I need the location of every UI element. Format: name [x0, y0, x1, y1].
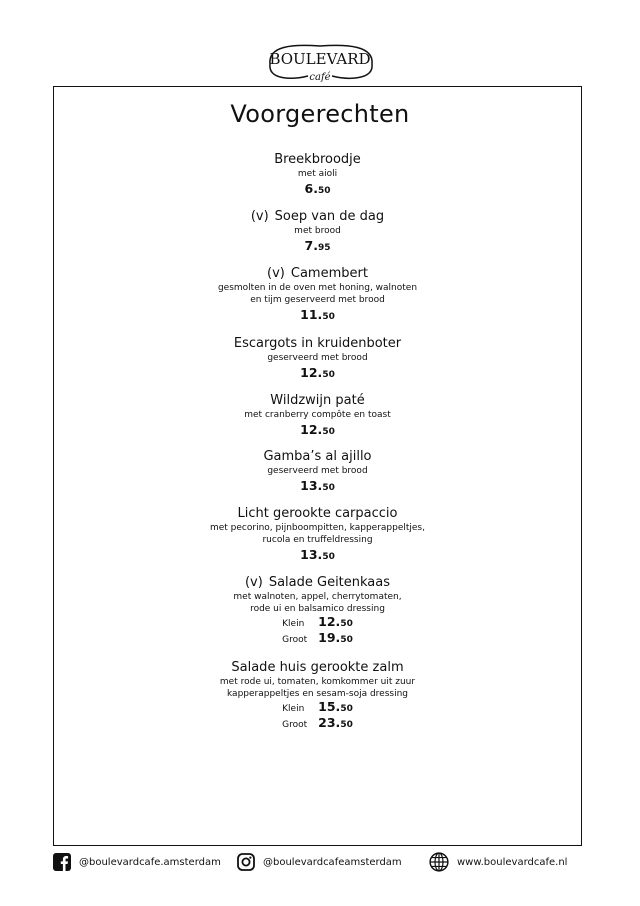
menu-item	[53, 335, 582, 383]
dish-description: gesmolten in de oven met honing, walnoten	[217, 283, 418, 293]
dish-description: geserveerd met brood	[267, 353, 368, 363]
menu-item	[53, 208, 582, 256]
menu-item	[53, 392, 582, 440]
menu-item	[53, 151, 582, 199]
dish-description: met brood	[294, 226, 341, 236]
dish-description: met walnoten, appel, cherrytomaten,	[233, 592, 402, 602]
dish-name: Escargots in kruidenboter	[233, 336, 402, 351]
dish-description: geserveerd met brood	[267, 466, 368, 476]
dish-description: rucola en truffeldressing	[262, 535, 373, 545]
size-price-large: Groot 23.50	[282, 715, 353, 730]
dish-name: Licht gerookte carpaccio	[237, 506, 398, 521]
dish-price: 6.50	[304, 181, 331, 196]
instagram-handle: @boulevardcafeamsterdam	[263, 856, 402, 868]
footer-website[interactable]	[429, 850, 567, 874]
instagram-icon	[237, 853, 255, 871]
dish-price: 13.50	[300, 547, 335, 562]
dish-description: met rode ui, tomaten, komkommer uit zuur	[219, 677, 416, 687]
svg-text:BOULEVARD: BOULEVARD	[269, 50, 371, 68]
size-price-small: Klein 15.50	[282, 699, 353, 714]
page-title: Voorgerechten	[230, 100, 410, 128]
dish-description: rode ui en balsamico dressing	[250, 604, 385, 614]
dish-price: 12.50	[300, 365, 335, 380]
vegetarian-mark: (v)	[267, 266, 285, 281]
dish-name: Breekbroodje	[274, 152, 361, 167]
menu-item	[53, 574, 582, 647]
footer-facebook[interactable]	[53, 850, 221, 874]
dish-description: met aioli	[297, 169, 338, 179]
dish-price: 13.50	[300, 478, 335, 493]
dish-price: 7.95	[304, 238, 331, 253]
website-link: www.boulevardcafe.nl	[457, 856, 568, 868]
svg-text:café: café	[309, 72, 331, 83]
dish-description: met pecorino, pijnboompitten, kapperappeltjes,	[209, 523, 425, 533]
facebook-icon	[53, 853, 71, 871]
globe-icon	[429, 852, 449, 872]
facebook-handle: @boulevardcafe.amsterdam	[79, 856, 221, 868]
vegetarian-mark: (v)	[250, 209, 269, 224]
menu-item	[53, 505, 582, 565]
dish-name: Wildzwijn paté	[270, 393, 365, 408]
menu-item	[53, 659, 582, 732]
dish-price: 12.50	[300, 422, 335, 437]
dish-name: (v) Camembert	[267, 266, 368, 281]
boulevard-cafe-logo	[262, 38, 378, 86]
dish-name: (v) Soep van de dag	[250, 209, 385, 224]
dish-price: 11.50	[300, 307, 335, 322]
size-prices	[282, 700, 353, 732]
dish-name: Salade huis gerookte zalm	[231, 660, 404, 675]
dish-description: kapperappeltjes en sesam-soja dressing	[227, 689, 408, 699]
footer-instagram[interactable]	[237, 850, 402, 874]
dish-name: (v) Salade Geitenkaas	[244, 575, 391, 590]
vegetarian-mark: (v)	[244, 575, 263, 590]
dish-description: en tijm geserveerd met brood	[250, 295, 385, 305]
size-price-small: Klein 12.50	[282, 614, 353, 629]
size-price-large: Groot 19.50	[282, 630, 353, 645]
dish-name: Gamba’s al ajillo	[263, 449, 372, 464]
menu-item	[53, 265, 582, 325]
dish-description: met cranberry compôte en toast	[244, 410, 391, 420]
size-prices	[282, 615, 353, 647]
menu-item	[53, 448, 582, 496]
